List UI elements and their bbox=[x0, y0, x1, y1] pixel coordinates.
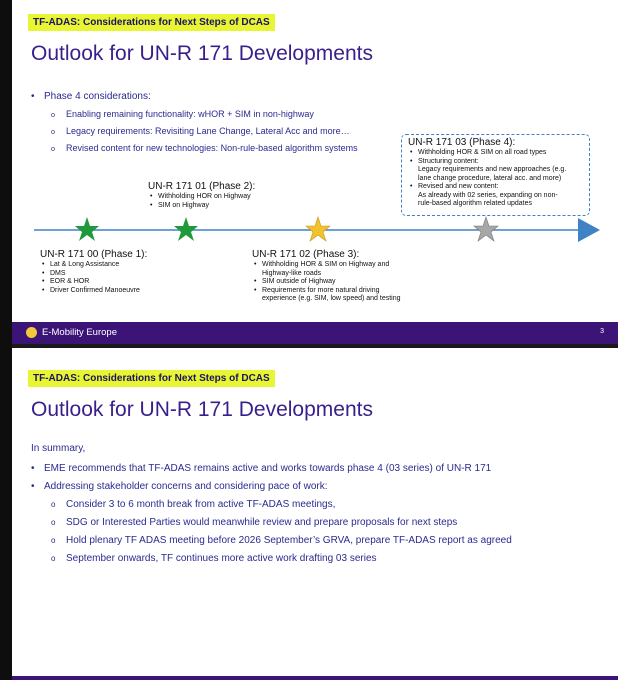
phase1-item: • DMS bbox=[40, 270, 147, 279]
summary-intro: In summary, bbox=[31, 443, 86, 454]
phase1-block bbox=[40, 249, 147, 295]
summary-bullet bbox=[30, 478, 512, 568]
phase1-item: • EOR & HOR bbox=[40, 278, 147, 287]
phase2-items bbox=[148, 193, 255, 210]
star-icon-phase3 bbox=[306, 217, 330, 241]
phase3-item: • Requirements for more natural driving bbox=[252, 287, 401, 296]
phase4-subitem: o Legacy requirements: Revisiting Lane Change, Lateral Acc and more… bbox=[44, 123, 358, 140]
slide-footer-strip bbox=[12, 676, 618, 680]
page-number: 3 bbox=[600, 328, 604, 335]
phase4-sublist bbox=[44, 106, 358, 157]
left-black-border bbox=[0, 0, 12, 680]
emobility-logo-icon bbox=[26, 327, 37, 338]
slide-3 bbox=[12, 0, 618, 344]
phase3-item: • Withholding HOR & SIM on Highway and bbox=[252, 261, 401, 270]
phase4-items bbox=[408, 149, 566, 209]
phase2-title: UN-R 171 01 (Phase 2): bbox=[148, 181, 256, 192]
summary-subitem: o Consider 3 to 6 month break from active TF-ADAS meetings, bbox=[44, 496, 512, 514]
phase4-title: UN-R 171 03 (Phase 4): bbox=[408, 137, 516, 148]
phase4-item: rule-based algorithm related updates bbox=[418, 200, 533, 207]
slide-title: Outlook for UN-R 171 Developments bbox=[31, 398, 373, 421]
phase4-item: • Structuring content: bbox=[408, 158, 566, 167]
phase4-item: As already with 02 series, expanding on non- bbox=[418, 191, 558, 199]
summary-bullet-text: Addressing stakeholder concerns and considering pace of work: bbox=[44, 481, 328, 492]
footer-brand: E-Mobility Europe bbox=[42, 327, 117, 338]
phase2-block bbox=[148, 181, 255, 210]
summary-bullet: • EME recommends that TF-ADAS remains active and works towards phase 4 (03 series) of UN-R 171 bbox=[30, 460, 512, 478]
phase4-item: Legacy requirements and new approaches (e.g. bbox=[418, 166, 567, 173]
phase1-item: • Driver Confirmed Manoeuvre bbox=[40, 287, 147, 296]
phase3-item: experience (e.g. SIM, low speed) and testing bbox=[262, 295, 401, 302]
phase4-bullet bbox=[30, 88, 358, 157]
phase4-item: lane change procedure, lateral acc. and more) bbox=[418, 174, 562, 182]
summary-list bbox=[30, 460, 512, 568]
phase1-item: • Lat & Long Assistance bbox=[40, 261, 147, 270]
phase3-title: UN-R 171 02 (Phase 3): bbox=[252, 249, 360, 260]
summary-subitem: o SDG or Interested Parties would meanwhile review and prepare proposals for next steps bbox=[44, 514, 512, 532]
phase3-block bbox=[252, 249, 401, 304]
phase4-item: • Withholding HOR & SIM on all road types bbox=[408, 149, 566, 158]
star-icon-phase1 bbox=[75, 217, 99, 241]
phase3-items bbox=[252, 261, 401, 304]
phase4-list bbox=[30, 88, 358, 157]
phase1-items bbox=[40, 261, 147, 295]
phase1-title: UN-R 171 00 (Phase 1): bbox=[40, 249, 148, 260]
phase2-item: • SIM on Highway bbox=[148, 202, 255, 211]
summary-subitem: o September onwards, TF continues more active work drafting 03 series bbox=[44, 550, 512, 568]
slide-tag: TF-ADAS: Considerations for Next Steps of DCAS bbox=[28, 370, 275, 387]
phase4-block bbox=[408, 137, 566, 209]
slide-tag: TF-ADAS: Considerations for Next Steps of DCAS bbox=[28, 14, 275, 31]
summary-sublist bbox=[44, 496, 512, 568]
slide-title: Outlook for UN-R 171 Developments bbox=[31, 42, 373, 65]
phase3-item: Highway-like roads bbox=[262, 269, 322, 277]
slide-4 bbox=[12, 348, 618, 680]
slide-footer bbox=[12, 322, 618, 344]
star-icon-phase2 bbox=[174, 217, 198, 241]
timeline-arrowhead bbox=[578, 218, 600, 242]
phase4-subitem: o Revised content for new technologies: Non-rule-based algorithm systems bbox=[44, 140, 358, 157]
phase2-item: • Withholding HOR on Highway bbox=[148, 193, 255, 202]
phase4-bullet-text: Phase 4 considerations: bbox=[44, 91, 151, 102]
summary-subitem: o Hold plenary TF ADAS meeting before 2026 September’s GRVA, prepare TF-ADAS report as agreed bbox=[44, 532, 512, 550]
phase4-item: • Revised and new content: bbox=[408, 183, 566, 192]
star-icon-phase4 bbox=[474, 217, 498, 241]
phase3-item: • SIM outside of Highway bbox=[252, 278, 401, 287]
phase4-subitem: o Enabling remaining functionality: wHOR + SIM in non-highway bbox=[44, 106, 358, 123]
